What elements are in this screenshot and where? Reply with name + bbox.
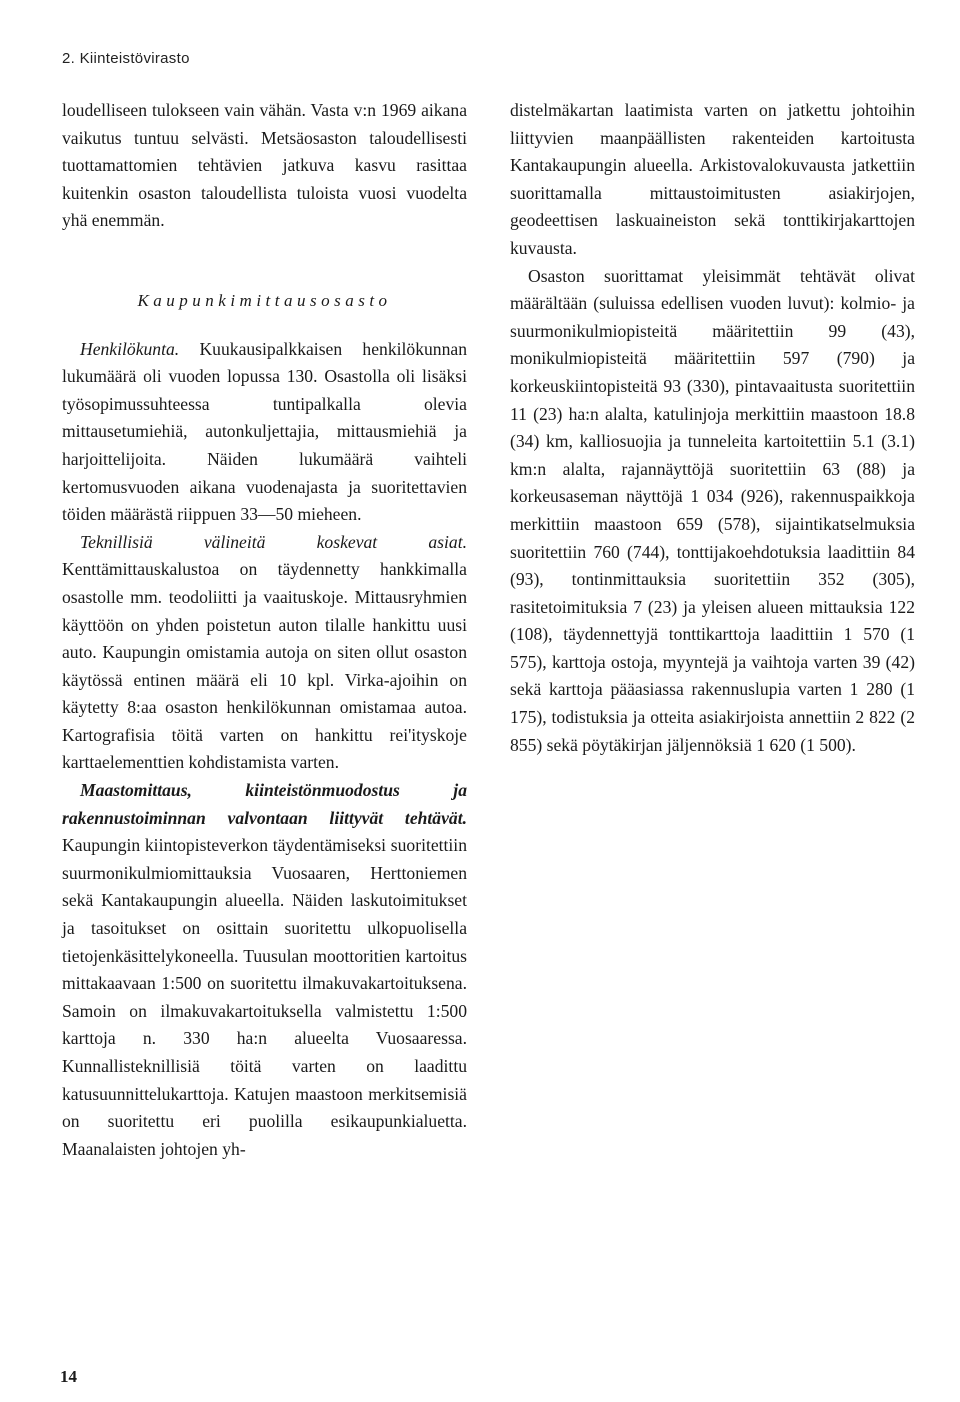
paragraph-surveying-text: Kaupungin kiintopisteverkon täydentämiseksi suoritettiin suurmonikulmiomittauksia Vuosaaren, Herttoniemen sekä Kantakaupungin alueella. Näiden laskutoimitukset ja tasoitukset on osittain suoritettu ulkopuolisella tietojenkäsittelykoneella. Tuusulan moottoritien kartoitus mittakaavaan 1:500 on suoritettu ilmakuvakartoituksena. Samoin on ilmakuvakartoituksella valmistettu 1:500 karttoja n. 330 ha:n alueelta Vuosaaressa. Kunnallisteknillisiä töitä varten on laadittu katusuunnittelukarttoja. Katujen maastoon merkitsemisiä on suoritettu eri puolilla esikaupunkialuetta. Maanalaisten johtojen yh-	[62, 835, 467, 1159]
page-number: 14	[60, 1367, 77, 1386]
paragraph-equipment-text: Kenttämittauskalustoa on täydennetty hankkimalla osastolle mm. teodoliitti ja vaaituskoje. Mittausryhmien käyttöön on yhden poistetun auton tilalle hankittu uusi auto. Kaupungin omistamia autoja on siten ollut osaston käytössä entinen määrä eli 10 kpl. Virka-ajoihin on käytetty 8:aa osaston henkilökunnan omistamaa autoa. Kartografisia töitä varten on hankittu rei'ityskoje karttaelementtien kohdistamista varten.	[62, 559, 467, 773]
paragraph-surveying	[62, 777, 467, 1163]
running-header: 2. Kiinteistövirasto	[62, 50, 190, 67]
run-in-heading-surveying: Maastomittaus, kiinteistönmuodostus ja rakennustoiminnan valvontaan liittyvät tehtävät.	[62, 780, 467, 828]
section-heading: Kaupunkimittausosasto	[137, 290, 392, 310]
paragraph-statistics: Osaston suorittamat yleisimmät tehtävät olivat määrältään (suluissa edellisen vuoden luvut): kolmio- ja suurmonikulmiopisteitä määritettiin 99 (43), monikulmiopisteitä määritettiin 597 (790) ja korkeuskiintopisteitä 93 (330), pintavaaitusta suoritettiin 11 (23) ha:n alalta, katulinjoja merkittiin maastoon 18.8 (34) km, kalliosuojia ja tunneleita kartoitettiin 5.1 (3.1) km:n alalta, rajannäyttöjä suoritettiin 63 (88) ja korkeusaseman näyttöjä 1 034 (926), rakennuspaikkoja merkittiin maastoon 659 (578), sijaintikatselmuksia suoritettiin 760 (744), tonttijakoehdotuksia laadittiin 84 (93), tontinmittauksia suoritettiin 352 (305), rasitetoimituksia 7 (23) ja yleisen alueen mittauksia 122 (108), täydennettyjä tonttikarttoja laadittiin 1 570 (1 575), karttoja ostoja, myyntejä ja vaihtoja varten 39 (42) sekä karttoja pääasiassa rakennuslupia varten 1 280 (1 175), todistuksia ja otteita asiakirjoista annettiin 2 822 (2 855) sekä pöytäkirjan jäljennöksiä 1 620 (1 500).	[510, 265, 915, 755]
paragraph-personnel	[62, 336, 467, 529]
paragraph-equipment	[62, 529, 467, 777]
left-column	[62, 97, 467, 1163]
paragraph-continued: loudelliseen tulokseen vain vähän. Vasta v:n 1969 aikana vaikutus tuntuu selvästi. Metsäosaston taloudellisesti tuottamattomien tehtävien jatkuva kasvu rasittaa kuitenkin osaston taloudellista tuloista vuosi vuodelta yhä enemmän.	[62, 100, 467, 231]
run-in-heading-equipment: Teknillisiä välineitä koskevat asiat.	[80, 531, 467, 552]
paragraph-personnel-text: Kuukausipalkkaisen henkilökunnan lukumäärä oli vuoden lopussa 130. Osastolla oli lisäksi työsopimussuhteessa tuntipalkalla olevia mittausetumiehiä, autonkuljettajia, mittausmiehiä ja harjoittelijoita. Näiden lukumäärä vaihteli kertomusvuoden aikana vuodenajasta ja suoritettavien töiden määrästä riippuen 33—50 mieheen.	[62, 338, 467, 525]
right-column	[510, 97, 915, 759]
paragraph-continued-right: distelmäkartan laatimista varten on jatkettu johtoihin liittyvien maanpäällisten rakenteiden kartoitusta Kantakaupungin alueella. Arkistovalokuvausta jatkettiin suorittamalla mittaustoimitusten asiakirjojen, geodeettisen laskuaineiston sekä tonttikirjakarttojen kuvausta.	[510, 100, 915, 258]
run-in-heading-personnel: Henkilökunta.	[80, 338, 180, 359]
